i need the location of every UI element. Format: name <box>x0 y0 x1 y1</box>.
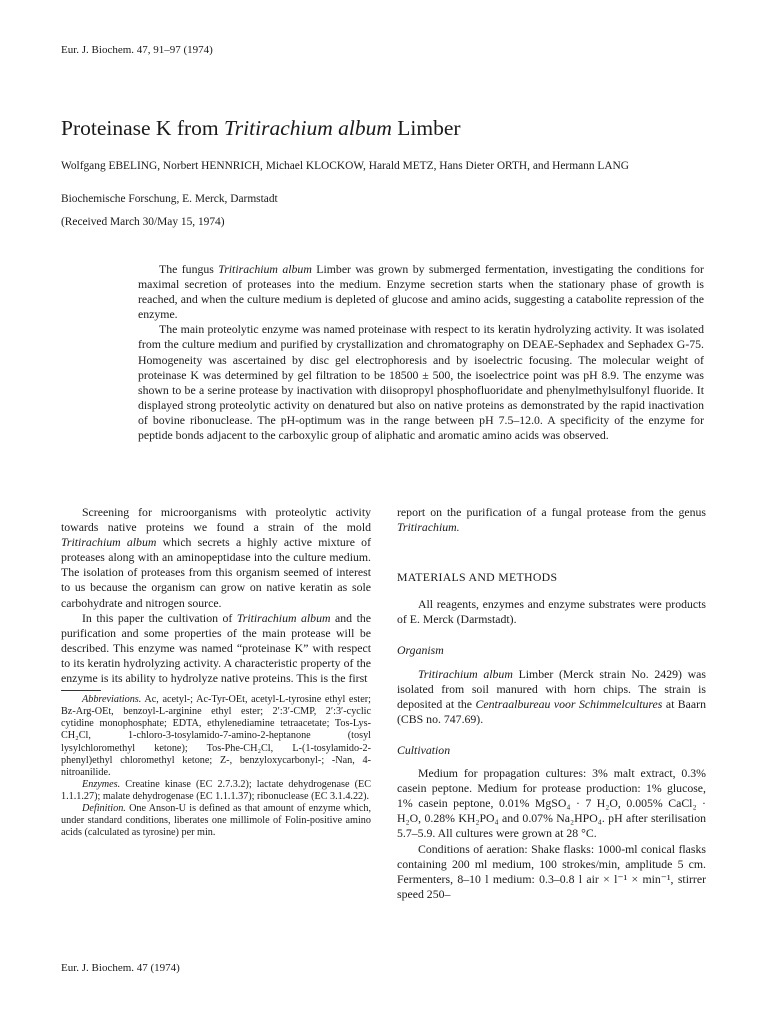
body-text: at Baarn (CBS no. 747.69). <box>397 696 706 726</box>
cultivation-paragraph-2: Conditions of aeration: Shake flasks: 1000-ml conical flasks containing 200 ml medium, 100 strokes/min, amplitude 5 cm. Fermenters, 8–10 l medium: 0.3–0.8 l air × l⁻¹ × min⁻¹, stirrer speed 250– <box>397 841 706 901</box>
footnote-enzymes <box>61 779 371 803</box>
abstract-paragraph-1 <box>138 262 704 322</box>
abstract-text: Limber was grown by submerged fermentation, investigating the conditions for maximal secretion of proteases into the medium. Enzyme secretion starts when the stationary phase of growth is reached, and when the culture medium is depleted of glucose and amino acids, suggesting a catabolite repression of the enzyme. <box>138 262 704 322</box>
intro-continuation <box>397 505 706 535</box>
footnote-text: One Anson-U is defined as that amount of enzyme which, under standard conditions, liberates one millimole of Folin-positive amino acids (calculated as tyrosine) per min. <box>61 802 371 839</box>
footnote-label: Enzymes. <box>82 778 121 790</box>
organism-paragraph <box>397 667 706 727</box>
footnotes <box>61 694 371 839</box>
title-species: Tritirachium album <box>224 116 392 140</box>
footnote-label: Definition. <box>82 802 126 814</box>
abstract-text: The fungus <box>159 262 219 276</box>
body-species: Tritirachium album <box>61 535 157 550</box>
body-text: Limber (Merck strain No. 2429) was isolated from soil manured with horn chips. The strain is deposited at the <box>397 666 706 711</box>
footnote-text: Ac, acetyl-; Ac-Tyr-OEt, acetyl-L-tyrosine ethyl ester; Bz-Arg-OEt, benzoyl-L-arginine ethyl ester; 2′:3′-CMP, 2′:3′-cyclic cytidine monophosphate; EDTA, ethylenediamine tetraacetate; Tos-Lys-CH₂Cl, 1-chloro-3-tosylamido-7-amino-2-heptanone (tosyl lysylchloromethyl ketone); Tos-Phe-CH₂Cl, L-(1-tosylamido-2-phenyl)ethyl chloromethyl ketone; Z-, benzyloxycarbonyl-; -Nan, 4-nitroanilide. <box>61 694 371 778</box>
footnote-label: Abbreviations. <box>82 694 142 706</box>
materials-methods-heading: MATERIALS AND METHODS <box>397 570 558 585</box>
body-species: Tritirachium album <box>236 610 331 625</box>
title-lead: Proteinase K from <box>61 116 225 140</box>
body-text: report on the purification of a fungal protease from the genus <box>397 505 706 519</box>
materials-paragraph: All reagents, enzymes and enzyme substrates were products of E. Merck (Darmstadt). <box>397 597 706 627</box>
footer-reference: Eur. J. Biochem. 47 (1974) <box>61 962 180 974</box>
footnote-divider <box>61 690 101 691</box>
article-title <box>61 116 461 141</box>
footnote-definition <box>61 803 371 839</box>
footnote-text: Creatine kinase (EC 2.7.3.2); lactate dehydrogenase (EC 1.1.1.27); malate dehydrogenase (EC 1.1.1.37); ribonuclease (EC 3.1.4.22). <box>61 778 371 802</box>
organism-heading: Organism <box>397 643 444 658</box>
body-text: In this paper the cultivation of <box>82 610 237 625</box>
intro-paragraph-1 <box>61 505 371 611</box>
body-institution: Centraalbureau voor Schimmelcultures <box>475 696 663 711</box>
cultivation-paragraph-1: Medium for propagation cultures: 3% malt extract, 0.3% casein peptone. Medium for protease production: 1% glucose, 1% casein peptone, 0.01% MgSO₄ · 7 H₂O, 0.005% CaCl₂ · H₂O, 0.28% KH₂PO₄ and 0.07% Na₂HPO₄. pH after sterilisation 5.7–5.9. All cultures were grown at 28 °C. <box>397 766 706 841</box>
body-text: and the purification and some properties of the main protease will be described. This enzyme was named “proteinase K” with respect to its keratin hydrolyzing activity. A characteristic property of the enzyme is its ability to hydrolyze native proteins. This is the first <box>61 610 371 686</box>
abstract-species: Tritirachium album <box>218 262 312 276</box>
right-column <box>397 505 706 902</box>
affiliation: Biochemische Forschung, E. Merck, Darmstadt <box>61 193 278 205</box>
abstract <box>138 262 704 443</box>
footnote-abbreviations <box>61 694 371 779</box>
body-species: Tritirachium. <box>397 520 460 535</box>
author-list: Wolfgang EBELING, Norbert HENNRICH, Michael KLOCKOW, Harald METZ, Hans Dieter ORTH, and Hermann LANG <box>61 160 630 172</box>
cultivation-heading: Cultivation <box>397 742 451 757</box>
title-tail: Limber <box>391 116 461 140</box>
received-date: (Received March 30/May 15, 1974) <box>61 216 225 228</box>
body-species: Tritirachium album <box>418 666 513 681</box>
journal-reference: Eur. J. Biochem. 47, 91–97 (1974) <box>61 44 213 56</box>
abstract-paragraph-2: The main proteolytic enzyme was named proteinase with respect to its keratin hydrolyzing activity. It was isolated from the culture medium and purified by crystallization and chromatography on DEAE-Sephadex and Sephadex G-75. Homogeneity was ascertained by disc gel electrophoresis and by isoelectric focusing. The molecular weight of proteinase K was determined by gel filtration to be 18500 ± 500, the isoelectrice point was pH 8.9. The enzyme was shown to be a serine protease by inactivation with diisopropyl phosphofluoridate and phenylmethylsulfonyl fluoride. It displayed strong proteolytic activity on denatured but also on native proteins as demonstrated by the rapid inactivation of bovine ribonuclease. The pH-optimum was in the range between pH 7.5–12.0. A specificity of the enzyme for peptide bonds adjacent to the carboxylic group of aliphatic and aromatic amino acids was observed. <box>138 322 704 443</box>
intro-paragraph-2 <box>61 611 371 686</box>
body-text: which secrets a highly active mixture of proteases along with an aminopeptidase into the culture medium. The isolation of proteases from this organism seemed of interest to us because the organism can grow on native keratin as sole carbohydrate and nitrogen source. <box>61 535 371 610</box>
body-text: Screening for microorganisms with proteolytic activity towards native proteins we found a strain of the mold <box>61 505 371 535</box>
left-column <box>61 505 371 839</box>
